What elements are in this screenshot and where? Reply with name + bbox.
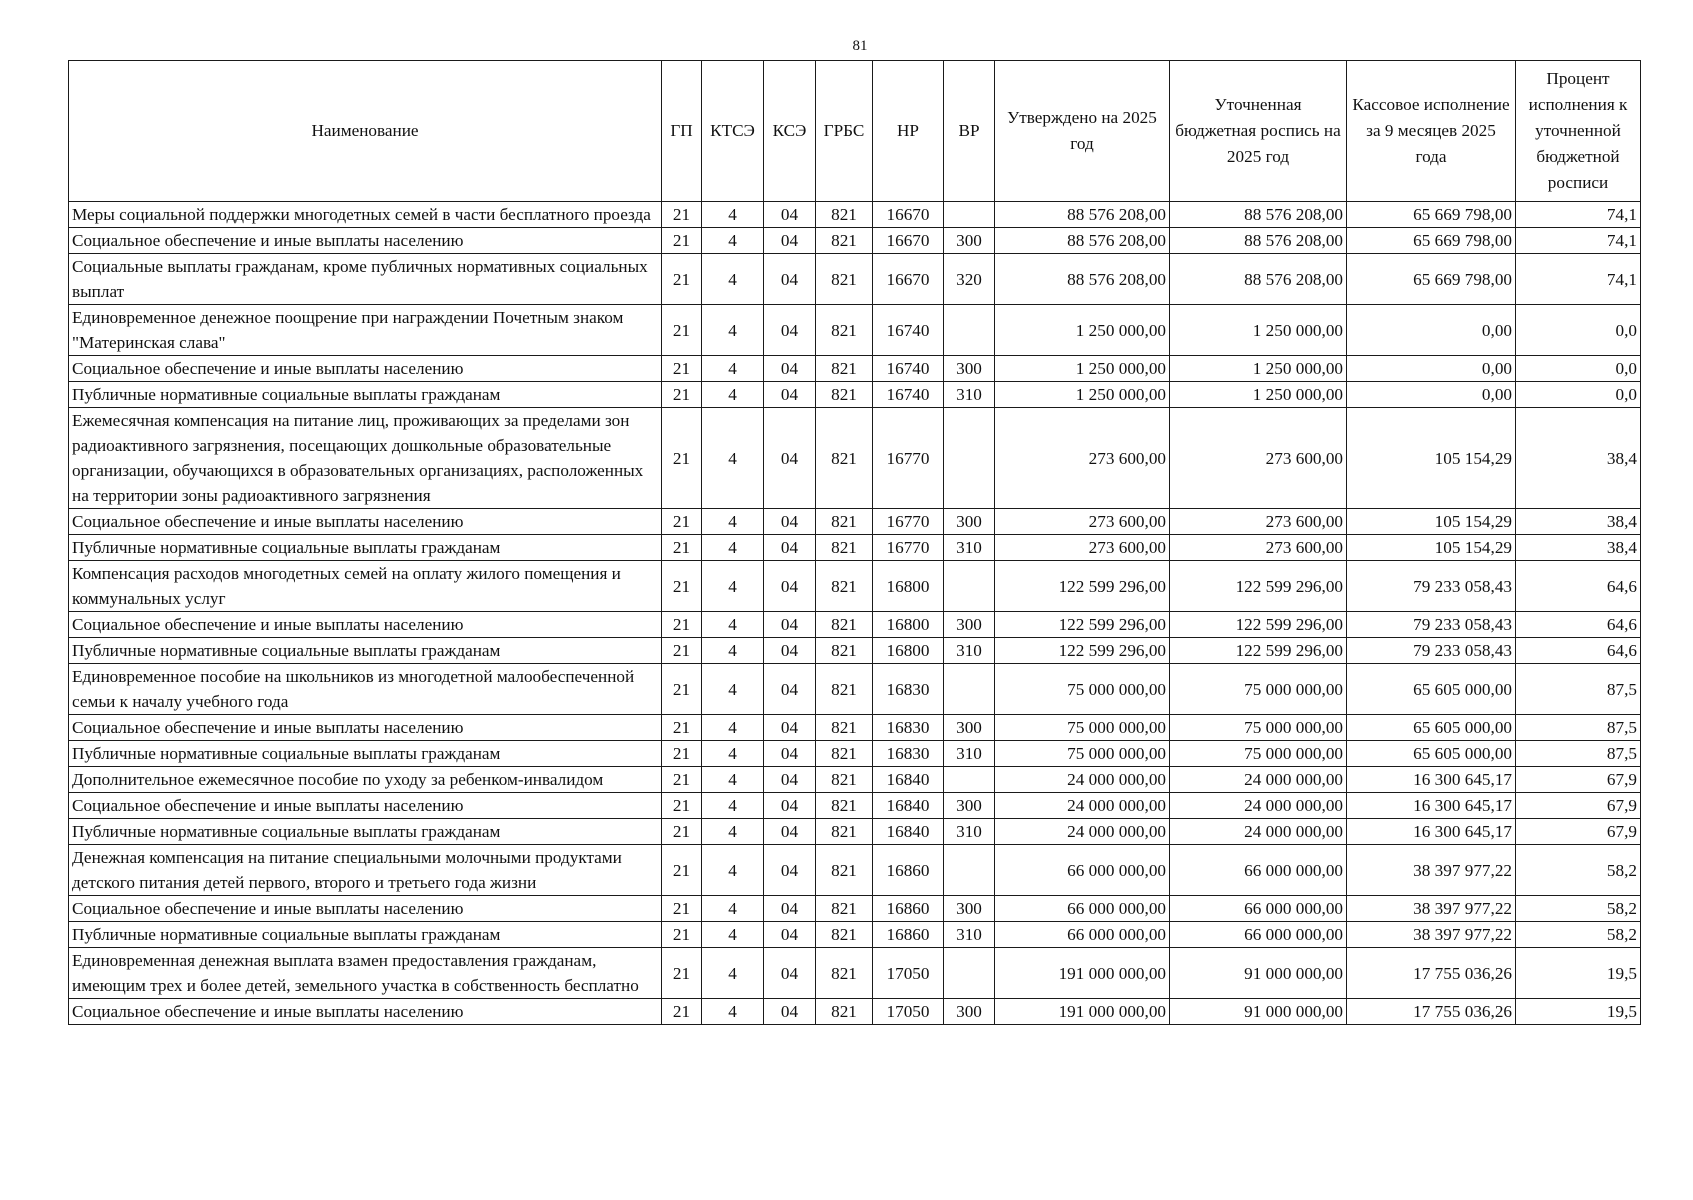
cell-approved: 75 000 000,00	[995, 741, 1170, 767]
cell-vr: 320	[944, 254, 995, 305]
cell-np: 16740	[873, 356, 944, 382]
cell-refined: 24 000 000,00	[1170, 767, 1347, 793]
cell-np: 16670	[873, 254, 944, 305]
cell-cash: 0,00	[1347, 305, 1516, 356]
cell-vr	[944, 664, 995, 715]
cell-refined: 75 000 000,00	[1170, 715, 1347, 741]
cell-gp: 21	[662, 715, 702, 741]
cell-np: 16840	[873, 819, 944, 845]
cell-gp: 21	[662, 408, 702, 509]
cell-name: Социальное обеспечение и иные выплаты населению	[69, 509, 662, 535]
cell-gp: 21	[662, 382, 702, 408]
cell-percent: 67,9	[1516, 793, 1641, 819]
cell-name: Социальное обеспечение и иные выплаты населению	[69, 999, 662, 1025]
cell-percent: 87,5	[1516, 741, 1641, 767]
cell-vr: 310	[944, 819, 995, 845]
cell-name: Социальное обеспечение и иные выплаты населению	[69, 612, 662, 638]
table-row	[69, 845, 1641, 896]
cell-name: Компенсация расходов многодетных семей на оплату жилого помещения и коммунальных услуг	[69, 561, 662, 612]
cell-ktse: 4	[702, 948, 764, 999]
cell-name: Единовременное денежное поощрение при награждении Почетным знаком "Материнская слава"	[69, 305, 662, 356]
cell-cash: 38 397 977,22	[1347, 896, 1516, 922]
cell-kse: 04	[764, 612, 816, 638]
table-row	[69, 561, 1641, 612]
cell-percent: 74,1	[1516, 254, 1641, 305]
header-percent: Процент исполнения к уточненной бюджетной росписи	[1516, 61, 1641, 202]
cell-cash: 65 669 798,00	[1347, 228, 1516, 254]
cell-gp: 21	[662, 664, 702, 715]
cell-grbs: 821	[816, 922, 873, 948]
cell-percent: 74,1	[1516, 202, 1641, 228]
cell-ktse: 4	[702, 896, 764, 922]
cell-approved: 191 000 000,00	[995, 948, 1170, 999]
cell-percent: 19,5	[1516, 999, 1641, 1025]
table-row	[69, 715, 1641, 741]
cell-cash: 38 397 977,22	[1347, 845, 1516, 896]
cell-name: Единовременная денежная выплата взамен предоставления гражданам, имеющим трех и более детей, земельного участка в собственность бесплатно	[69, 948, 662, 999]
cell-refined: 1 250 000,00	[1170, 305, 1347, 356]
cell-cash: 79 233 058,43	[1347, 612, 1516, 638]
cell-grbs: 821	[816, 535, 873, 561]
cell-refined: 1 250 000,00	[1170, 356, 1347, 382]
cell-grbs: 821	[816, 741, 873, 767]
cell-percent: 64,6	[1516, 638, 1641, 664]
cell-gp: 21	[662, 819, 702, 845]
cell-grbs: 821	[816, 767, 873, 793]
cell-np: 16840	[873, 767, 944, 793]
cell-gp: 21	[662, 922, 702, 948]
cell-gp: 21	[662, 767, 702, 793]
cell-ktse: 4	[702, 612, 764, 638]
cell-cash: 0,00	[1347, 382, 1516, 408]
cell-percent: 67,9	[1516, 767, 1641, 793]
cell-grbs: 821	[816, 561, 873, 612]
cell-name: Социальное обеспечение и иные выплаты населению	[69, 715, 662, 741]
cell-grbs: 821	[816, 408, 873, 509]
cell-approved: 122 599 296,00	[995, 612, 1170, 638]
header-vr: ВР	[944, 61, 995, 202]
cell-cash: 17 755 036,26	[1347, 999, 1516, 1025]
cell-ktse: 4	[702, 664, 764, 715]
cell-ktse: 4	[702, 638, 764, 664]
cell-ktse: 4	[702, 819, 764, 845]
cell-gp: 21	[662, 999, 702, 1025]
cell-ktse: 4	[702, 356, 764, 382]
cell-np: 16860	[873, 896, 944, 922]
cell-percent: 38,4	[1516, 509, 1641, 535]
cell-cash: 105 154,29	[1347, 509, 1516, 535]
cell-cash: 105 154,29	[1347, 535, 1516, 561]
cell-refined: 88 576 208,00	[1170, 254, 1347, 305]
cell-np: 17050	[873, 999, 944, 1025]
cell-vr: 310	[944, 922, 995, 948]
cell-ktse: 4	[702, 741, 764, 767]
cell-refined: 273 600,00	[1170, 408, 1347, 509]
table-row	[69, 228, 1641, 254]
cell-np: 17050	[873, 948, 944, 999]
cell-np: 16860	[873, 922, 944, 948]
header-name: Наименование	[69, 61, 662, 202]
cell-percent: 38,4	[1516, 408, 1641, 509]
cell-gp: 21	[662, 948, 702, 999]
cell-percent: 74,1	[1516, 228, 1641, 254]
cell-gp: 21	[662, 305, 702, 356]
cell-vr	[944, 845, 995, 896]
header-cash: Кассовое исполнение за 9 месяцев 2025 года	[1347, 61, 1516, 202]
cell-vr	[944, 202, 995, 228]
cell-gp: 21	[662, 896, 702, 922]
table-row	[69, 741, 1641, 767]
cell-refined: 122 599 296,00	[1170, 561, 1347, 612]
cell-cash: 16 300 645,17	[1347, 767, 1516, 793]
cell-grbs: 821	[816, 305, 873, 356]
cell-ktse: 4	[702, 305, 764, 356]
cell-kse: 04	[764, 382, 816, 408]
table-row	[69, 948, 1641, 999]
cell-grbs: 821	[816, 999, 873, 1025]
cell-kse: 04	[764, 845, 816, 896]
cell-percent: 64,6	[1516, 612, 1641, 638]
cell-np: 16860	[873, 845, 944, 896]
table-row	[69, 922, 1641, 948]
cell-grbs: 821	[816, 793, 873, 819]
cell-vr: 310	[944, 382, 995, 408]
cell-np: 16770	[873, 535, 944, 561]
cell-grbs: 821	[816, 664, 873, 715]
cell-kse: 04	[764, 638, 816, 664]
cell-percent: 87,5	[1516, 715, 1641, 741]
cell-gp: 21	[662, 793, 702, 819]
cell-grbs: 821	[816, 715, 873, 741]
cell-kse: 04	[764, 664, 816, 715]
cell-grbs: 821	[816, 948, 873, 999]
cell-ktse: 4	[702, 228, 764, 254]
cell-kse: 04	[764, 767, 816, 793]
cell-refined: 273 600,00	[1170, 535, 1347, 561]
cell-ktse: 4	[702, 999, 764, 1025]
cell-grbs: 821	[816, 612, 873, 638]
cell-name: Денежная компенсация на питание специальными молочными продуктами детского питания детей первого, второго и третьего года жизни	[69, 845, 662, 896]
cell-percent: 0,0	[1516, 382, 1641, 408]
cell-kse: 04	[764, 793, 816, 819]
table-row	[69, 408, 1641, 509]
cell-approved: 24 000 000,00	[995, 819, 1170, 845]
cell-cash: 0,00	[1347, 356, 1516, 382]
table-row	[69, 896, 1641, 922]
cell-refined: 66 000 000,00	[1170, 845, 1347, 896]
header-row	[69, 61, 1641, 202]
header-approved: Утверждено на 2025 год	[995, 61, 1170, 202]
cell-approved: 273 600,00	[995, 535, 1170, 561]
cell-vr	[944, 767, 995, 793]
cell-ktse: 4	[702, 509, 764, 535]
table-row	[69, 356, 1641, 382]
cell-cash: 79 233 058,43	[1347, 638, 1516, 664]
cell-ktse: 4	[702, 202, 764, 228]
cell-cash: 65 669 798,00	[1347, 254, 1516, 305]
cell-np: 16740	[873, 305, 944, 356]
cell-vr	[944, 408, 995, 509]
cell-gp: 21	[662, 228, 702, 254]
cell-gp: 21	[662, 356, 702, 382]
table-row	[69, 382, 1641, 408]
cell-kse: 04	[764, 922, 816, 948]
cell-name: Социальные выплаты гражданам, кроме публичных нормативных социальных выплат	[69, 254, 662, 305]
cell-np: 16800	[873, 612, 944, 638]
cell-refined: 24 000 000,00	[1170, 793, 1347, 819]
cell-np: 16770	[873, 509, 944, 535]
cell-grbs: 821	[816, 254, 873, 305]
cell-kse: 04	[764, 305, 816, 356]
cell-approved: 122 599 296,00	[995, 561, 1170, 612]
cell-ktse: 4	[702, 382, 764, 408]
cell-refined: 75 000 000,00	[1170, 664, 1347, 715]
cell-name: Публичные нормативные социальные выплаты гражданам	[69, 819, 662, 845]
table-row	[69, 535, 1641, 561]
table-row	[69, 509, 1641, 535]
cell-name: Публичные нормативные социальные выплаты гражданам	[69, 382, 662, 408]
cell-ktse: 4	[702, 535, 764, 561]
cell-ktse: 4	[702, 561, 764, 612]
cell-grbs: 821	[816, 509, 873, 535]
cell-grbs: 821	[816, 845, 873, 896]
cell-gp: 21	[662, 845, 702, 896]
header-gp: ГП	[662, 61, 702, 202]
table-row	[69, 254, 1641, 305]
cell-cash: 17 755 036,26	[1347, 948, 1516, 999]
cell-np: 16830	[873, 741, 944, 767]
table-row	[69, 999, 1641, 1025]
cell-np: 16670	[873, 228, 944, 254]
cell-np: 16740	[873, 382, 944, 408]
cell-refined: 88 576 208,00	[1170, 202, 1347, 228]
cell-grbs: 821	[816, 228, 873, 254]
cell-kse: 04	[764, 741, 816, 767]
cell-approved: 75 000 000,00	[995, 664, 1170, 715]
cell-approved: 273 600,00	[995, 509, 1170, 535]
cell-approved: 1 250 000,00	[995, 305, 1170, 356]
cell-refined: 122 599 296,00	[1170, 638, 1347, 664]
cell-refined: 91 000 000,00	[1170, 948, 1347, 999]
cell-vr: 300	[944, 896, 995, 922]
cell-kse: 04	[764, 408, 816, 509]
cell-kse: 04	[764, 715, 816, 741]
cell-vr: 310	[944, 638, 995, 664]
cell-refined: 1 250 000,00	[1170, 382, 1347, 408]
cell-kse: 04	[764, 356, 816, 382]
cell-grbs: 821	[816, 819, 873, 845]
cell-np: 16830	[873, 664, 944, 715]
table-row	[69, 819, 1641, 845]
cell-kse: 04	[764, 509, 816, 535]
table-row	[69, 202, 1641, 228]
cell-refined: 75 000 000,00	[1170, 741, 1347, 767]
table-row	[69, 664, 1641, 715]
cell-np: 16830	[873, 715, 944, 741]
cell-approved: 273 600,00	[995, 408, 1170, 509]
cell-percent: 0,0	[1516, 356, 1641, 382]
cell-name: Публичные нормативные социальные выплаты гражданам	[69, 741, 662, 767]
cell-kse: 04	[764, 819, 816, 845]
cell-name: Публичные нормативные социальные выплаты гражданам	[69, 922, 662, 948]
cell-cash: 65 605 000,00	[1347, 741, 1516, 767]
cell-vr	[944, 305, 995, 356]
cell-vr: 300	[944, 793, 995, 819]
table-body	[69, 202, 1641, 1025]
cell-ktse: 4	[702, 845, 764, 896]
cell-percent: 58,2	[1516, 896, 1641, 922]
cell-vr: 300	[944, 356, 995, 382]
cell-name: Социальное обеспечение и иные выплаты населению	[69, 896, 662, 922]
cell-kse: 04	[764, 999, 816, 1025]
cell-grbs: 821	[816, 202, 873, 228]
cell-approved: 88 576 208,00	[995, 202, 1170, 228]
cell-grbs: 821	[816, 382, 873, 408]
cell-grbs: 821	[816, 896, 873, 922]
cell-ktse: 4	[702, 254, 764, 305]
cell-percent: 38,4	[1516, 535, 1641, 561]
table-row	[69, 305, 1641, 356]
cell-cash: 38 397 977,22	[1347, 922, 1516, 948]
cell-ktse: 4	[702, 922, 764, 948]
cell-kse: 04	[764, 228, 816, 254]
cell-cash: 79 233 058,43	[1347, 561, 1516, 612]
cell-percent: 58,2	[1516, 922, 1641, 948]
cell-gp: 21	[662, 638, 702, 664]
cell-np: 16670	[873, 202, 944, 228]
cell-vr: 300	[944, 612, 995, 638]
cell-vr: 300	[944, 228, 995, 254]
cell-grbs: 821	[816, 356, 873, 382]
cell-kse: 04	[764, 535, 816, 561]
cell-gp: 21	[662, 509, 702, 535]
cell-name: Социальное обеспечение и иные выплаты населению	[69, 356, 662, 382]
cell-np: 16770	[873, 408, 944, 509]
cell-approved: 66 000 000,00	[995, 896, 1170, 922]
cell-approved: 1 250 000,00	[995, 356, 1170, 382]
table-row	[69, 612, 1641, 638]
cell-name: Ежемесячная компенсация на питание лиц, проживающих за пределами зон радиоактивного загрязнения, посещающих дошкольные образовательные организации, обучающихся в образовательных организациях, расположенных на территории зоны радиоактивного загрязнения	[69, 408, 662, 509]
cell-name: Социальное обеспечение и иные выплаты населению	[69, 793, 662, 819]
cell-vr: 300	[944, 509, 995, 535]
table-row	[69, 767, 1641, 793]
header-refined: Уточненная бюджетная роспись на 2025 год	[1170, 61, 1347, 202]
cell-refined: 88 576 208,00	[1170, 228, 1347, 254]
cell-kse: 04	[764, 948, 816, 999]
cell-ktse: 4	[702, 715, 764, 741]
cell-ktse: 4	[702, 767, 764, 793]
cell-kse: 04	[764, 896, 816, 922]
cell-ktse: 4	[702, 408, 764, 509]
cell-gp: 21	[662, 535, 702, 561]
cell-vr: 300	[944, 999, 995, 1025]
cell-cash: 65 605 000,00	[1347, 715, 1516, 741]
cell-gp: 21	[662, 202, 702, 228]
cell-refined: 122 599 296,00	[1170, 612, 1347, 638]
cell-name: Публичные нормативные социальные выплаты гражданам	[69, 535, 662, 561]
cell-vr: 310	[944, 535, 995, 561]
cell-name: Дополнительное ежемесячное пособие по уходу за ребенком-инвалидом	[69, 767, 662, 793]
cell-approved: 191 000 000,00	[995, 999, 1170, 1025]
cell-cash: 16 300 645,17	[1347, 819, 1516, 845]
header-np: НР	[873, 61, 944, 202]
cell-ktse: 4	[702, 793, 764, 819]
cell-name: Публичные нормативные социальные выплаты гражданам	[69, 638, 662, 664]
cell-refined: 66 000 000,00	[1170, 896, 1347, 922]
cell-approved: 66 000 000,00	[995, 845, 1170, 896]
header-kse: КСЭ	[764, 61, 816, 202]
cell-percent: 0,0	[1516, 305, 1641, 356]
table-row	[69, 638, 1641, 664]
cell-vr: 300	[944, 715, 995, 741]
cell-kse: 04	[764, 561, 816, 612]
cell-refined: 91 000 000,00	[1170, 999, 1347, 1025]
cell-approved: 88 576 208,00	[995, 228, 1170, 254]
cell-approved: 75 000 000,00	[995, 715, 1170, 741]
cell-np: 16800	[873, 561, 944, 612]
cell-percent: 67,9	[1516, 819, 1641, 845]
cell-approved: 88 576 208,00	[995, 254, 1170, 305]
cell-approved: 24 000 000,00	[995, 767, 1170, 793]
cell-vr	[944, 561, 995, 612]
cell-kse: 04	[764, 254, 816, 305]
cell-approved: 122 599 296,00	[995, 638, 1170, 664]
cell-name: Меры социальной поддержки многодетных семей в части бесплатного проезда	[69, 202, 662, 228]
table-row	[69, 793, 1641, 819]
cell-gp: 21	[662, 254, 702, 305]
cell-grbs: 821	[816, 638, 873, 664]
cell-name: Единовременное пособие на школьников из многодетной малообеспеченной семьи к началу учебного года	[69, 664, 662, 715]
cell-percent: 87,5	[1516, 664, 1641, 715]
header-ktse: КТСЭ	[702, 61, 764, 202]
cell-percent: 58,2	[1516, 845, 1641, 896]
cell-cash: 105 154,29	[1347, 408, 1516, 509]
cell-approved: 24 000 000,00	[995, 793, 1170, 819]
cell-kse: 04	[764, 202, 816, 228]
budget-execution-table	[68, 60, 1641, 1025]
cell-approved: 66 000 000,00	[995, 922, 1170, 948]
cell-np: 16800	[873, 638, 944, 664]
cell-approved: 1 250 000,00	[995, 382, 1170, 408]
cell-refined: 66 000 000,00	[1170, 922, 1347, 948]
cell-vr: 310	[944, 741, 995, 767]
cell-percent: 19,5	[1516, 948, 1641, 999]
cell-cash: 65 669 798,00	[1347, 202, 1516, 228]
cell-gp: 21	[662, 741, 702, 767]
cell-gp: 21	[662, 561, 702, 612]
header-grbs: ГРБС	[816, 61, 873, 202]
cell-refined: 273 600,00	[1170, 509, 1347, 535]
cell-name: Социальное обеспечение и иные выплаты населению	[69, 228, 662, 254]
cell-cash: 65 605 000,00	[1347, 664, 1516, 715]
cell-cash: 16 300 645,17	[1347, 793, 1516, 819]
page-number: 81	[852, 38, 868, 54]
cell-refined: 24 000 000,00	[1170, 819, 1347, 845]
cell-gp: 21	[662, 612, 702, 638]
cell-np: 16840	[873, 793, 944, 819]
cell-vr	[944, 948, 995, 999]
cell-percent: 64,6	[1516, 561, 1641, 612]
